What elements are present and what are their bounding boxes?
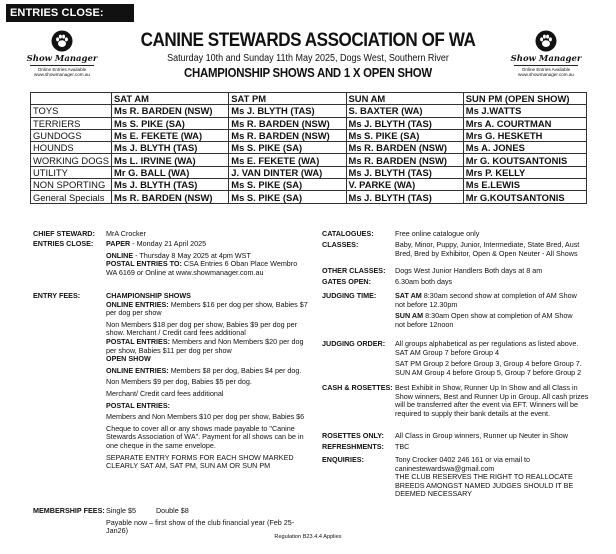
show-manager-logo-right — [510, 30, 582, 77]
table-row — [31, 142, 587, 154]
open-merchant-note: Merchant/ Credit card fees additional — [106, 388, 224, 398]
judge-cell: Mr G. BALL (WA) — [112, 166, 229, 178]
sun-judging: 8:30am Open show at completion of AM Show not before 12noon — [395, 311, 573, 329]
catalogues-label: CATALOGUES: — [322, 229, 374, 238]
table-header-row — [31, 93, 587, 105]
judging-order-line: SUN AM Group 4 before Group 5, Group 7 before Group 2 — [395, 367, 582, 377]
open-online-label: ONLINE ENTRIES: — [106, 365, 169, 375]
refreshments-value: TBC — [395, 442, 410, 451]
column-header: SAT PM — [229, 93, 346, 105]
judge-cell: Ms E. FEKETE (WA) — [112, 129, 229, 141]
online-date: - Thursday 8 May 2025 at 4pm WST — [133, 250, 251, 260]
enquiries-contact: Tony Crocker 0402 246 161 or via email to — [395, 455, 531, 464]
entries-close-value — [106, 240, 310, 277]
table-row — [31, 166, 587, 178]
logo-divider — [514, 65, 578, 66]
logo-line2: www.showmanager.com.au — [34, 72, 90, 78]
entries-close-label: ENTRIES CLOSE: — [33, 239, 94, 248]
judge-cell: Ms J. BLYTH (TAS) — [346, 166, 463, 178]
judge-cell: Mrs A. COURTMAN — [463, 117, 586, 129]
cheque-note: Cheque to cover all or any shows made payable to "Canine Stewards Association of WA". Payment for all shows can be in one cheque in the same envelope. — [106, 423, 304, 450]
entries-close-banner: ENTRIES CLOSE: 8.05.25 — [6, 4, 134, 22]
regulation-footer: Regulation B23.4.4 Applies — [274, 534, 342, 540]
chief-steward-value: MrA Crocker — [106, 229, 146, 238]
classes-value: Baby, Minor, Puppy, Junior, Intermediate, State Bred, Aust Bred, Bred by Exhibitor, Open & Open Neuter - All Shows — [395, 240, 580, 258]
reallocation-note: THE CLUB RESERVES THE RIGHT TO REALLOCATE BREEDS AMONGST NAMED JUDGES SHOULD IT BE DEEMED NECESSARY — [395, 472, 574, 499]
judge-cell: Mr G.KOUTSANTONIS — [463, 191, 586, 203]
judge-cell: Ms S. PIKE (SA) — [229, 142, 346, 154]
judge-cell: Ms E. FEKETE (WA) — [229, 154, 346, 166]
judge-cell: Ms J. BLYTH (TAS) — [229, 105, 346, 117]
judge-cell: Ms R. BARDEN (NSW) — [112, 105, 229, 117]
logo-line1: Online Entries Available — [521, 67, 571, 72]
judge-cell: Mrs G. HESKETH — [463, 129, 586, 141]
paw-icon — [51, 30, 73, 52]
judge-cell: V. PARKE (WA) — [346, 179, 463, 191]
logo-name: Show Manager — [26, 54, 98, 64]
paper-date: - Monday 21 April 2025 — [130, 239, 207, 248]
other-classes-value: Dogs West Junior Handlers Both days at 8 am — [395, 266, 543, 275]
refreshments-label: REFRESHMENTS: — [322, 442, 384, 451]
judging-order-label: JUDGING ORDER: — [322, 339, 386, 348]
logo-name: Show Manager — [510, 54, 582, 64]
open-nonmember-fees: Non Members $9 per dog, Babies $5 per dog. — [106, 377, 252, 387]
championship-heading: CHAMPIONSHIP SHOWS — [106, 291, 191, 300]
judging-order-value — [395, 340, 593, 377]
enquiries-email: caninestewardswa@gmail.com — [395, 463, 495, 473]
judge-cell: Ms S. PIKE (SA) — [346, 129, 463, 141]
judging-order-line: SAT AM Group 7 before Group 4 — [395, 347, 500, 357]
judge-cell: Mrs P. KELLY — [463, 166, 586, 178]
column-header: SUN AM — [346, 93, 463, 105]
judging-order-line: All groups alphabetical as per regulations as listed above. — [395, 339, 579, 348]
cash-rosettes-label: CASH & ROSETTES: — [322, 383, 393, 392]
judge-cell: Ms S. PIKE (SA) — [229, 179, 346, 191]
postal-entries-label: POSTAL ENTRIES: — [106, 336, 171, 346]
postal-label: POSTAL ENTRIES TO: — [106, 259, 182, 269]
judges-table — [30, 92, 587, 204]
judge-cell: Ms R. BARDEN (NSW) — [229, 129, 346, 141]
sat-judging: 8:30am second show at completion of AM Show not before 12.30pm — [395, 291, 577, 309]
enquiries-label: ENQUIRIES: — [322, 455, 364, 464]
gates-open-value: 6.30am both days — [395, 277, 453, 286]
table-row — [31, 154, 587, 166]
table-row — [31, 105, 587, 117]
group-name-cell: HOUNDS — [31, 142, 112, 154]
judging-order-line: SAT PM Group 2 before Group 3, Group 4 before Group 7. — [395, 359, 582, 369]
sun-am-label: SUN AM — [395, 311, 424, 321]
entry-fees-label: ENTRY FEES: — [33, 291, 81, 300]
judge-cell: J. VAN DINTER (WA) — [229, 166, 346, 178]
postal-address: CSA Entries 6 Oban Place Wembro WA 6169 or Online at www.showmanager.com.au — [106, 259, 298, 277]
separate-forms-note: SEPARATE ENTRY FORMS FOR EACH SHOW MARKED CLEARLY SAT AM, SAT PM, SUN AM OR SUN PM — [106, 452, 294, 471]
judge-cell: Ms R. BARDEN (NSW) — [346, 154, 463, 166]
show-manager-logo-left — [26, 30, 98, 77]
gates-open-label: GATES OPEN: — [322, 277, 371, 286]
judge-cell: Ms R. BARDEN (NSW) — [346, 142, 463, 154]
judging-time-value — [395, 292, 583, 329]
payable-note: Payable now – first show of the club financial year (Feb 25-Jan26) — [106, 517, 295, 536]
table-row — [31, 191, 587, 203]
postal-fees: Members and Non Members $20 per dog per show, Babies $11 per dog per show — [106, 336, 304, 355]
judge-cell: Ms E.LEWIS — [463, 179, 586, 191]
open-postal-label: POSTAL ENTRIES: — [106, 400, 171, 410]
chief-steward-label: CHIEF STEWARD: — [33, 229, 95, 238]
judge-cell: Ms J.WATTS — [463, 105, 586, 117]
judge-cell: Ms J. BLYTH (TAS) — [346, 117, 463, 129]
group-name-cell: NON SPORTING — [31, 179, 112, 191]
cash-rosettes-value: Best Exhibit in Show, Runner Up In Show and all Class in Show winners, Best and Runner Up in Group. All cash prizes will be transferred after the event via EFT. Winners will be required to supply their bank details at the event. — [395, 383, 589, 418]
judge-cell: Ms L. IRVINE (WA) — [112, 154, 229, 166]
group-name-cell: TERRIERS — [31, 117, 112, 129]
classes-label: CLASSES: — [322, 240, 359, 249]
open-postal-fees: Members and Non Members $10 per dog per show, Babies $6 — [106, 412, 305, 422]
group-name-cell: UTILITY — [31, 166, 112, 178]
logo-line2: www.showmanager.com.au — [518, 72, 574, 78]
table-row — [31, 117, 587, 129]
judging-time-label: JUDGING TIME: — [322, 291, 377, 300]
judge-cell: Ms A. JONES — [463, 142, 586, 154]
judge-cell: Ms S. PIKE (SA) — [229, 191, 346, 203]
group-name-cell: General Specials — [31, 191, 112, 203]
online-fees: Members $16 per dog per show, Babies $7 per dog per show — [106, 299, 308, 318]
rosettes-only-value: All Class in Group winners, Runner up Neuter in Show — [395, 431, 568, 440]
online-label: ONLINE — [106, 250, 134, 260]
judge-cell: Ms J. BLYTH (TAS) — [112, 142, 229, 154]
single-fee: Single $5 — [106, 506, 136, 515]
table-row — [31, 129, 587, 141]
catalogues-value: Free online catalogue only — [395, 229, 480, 238]
entry-fees-value — [106, 292, 310, 471]
open-show-heading: OPEN SHOW — [106, 354, 151, 364]
open-online-fees: Members $8 per dog, Babies $4 per dog. — [168, 365, 302, 375]
other-classes-label: OTHER CLASSES: — [322, 266, 386, 275]
membership-label: MEMBERSHIP FEES: — [33, 506, 105, 515]
paper-label: PAPER — [106, 239, 131, 248]
sat-am-label: SAT AM — [395, 291, 422, 300]
double-fee: Double $8 — [155, 506, 189, 515]
group-name-cell: WORKING DOGS — [31, 154, 112, 166]
membership-value — [106, 507, 316, 536]
judge-cell: Ms R. BARDEN (NSW) — [229, 117, 346, 129]
judge-cell: S. BAXTER (WA) — [346, 105, 463, 117]
paw-icon — [535, 30, 557, 52]
group-name-cell: GUNDOGS — [31, 129, 112, 141]
judge-cell: Ms J. BLYTH (TAS) — [346, 191, 463, 203]
judge-cell: Ms R. BARDEN (NSW) — [112, 191, 229, 203]
online-entries-label: ONLINE ENTRIES: — [106, 299, 169, 309]
event-dates: Saturday 10th and Sunday 11th May 2025, Dogs West, Southern River — [167, 53, 449, 64]
column-header: SAT AM — [112, 93, 229, 105]
judge-cell: Ms J. BLYTH (TAS) — [112, 179, 229, 191]
rosettes-only-label: ROSETTES ONLY: — [322, 431, 384, 440]
group-name-cell: TOYS — [31, 105, 112, 117]
judge-cell: Ms S. PIKE (SA) — [112, 117, 229, 129]
table-corner — [31, 93, 112, 105]
table-row — [31, 179, 587, 191]
logo-divider — [30, 65, 94, 66]
nonmember-fees: Non Members $18 per dog per show, Babies $9 per dog per show. Merchant / Credit card fees additional — [106, 319, 297, 338]
show-type: CHAMPIONSHIP SHOWS AND 1 X OPEN SHOW — [184, 65, 432, 80]
page-title: CANINE STEWARDS ASSOCIATION OF WA — [140, 30, 476, 51]
logo-line1: Online Entries Available — [37, 67, 87, 72]
enquiries-value — [395, 456, 585, 499]
column-header: SUN PM (OPEN SHOW) — [463, 93, 586, 105]
judge-cell: Mr G. KOUTSANTONIS — [463, 154, 586, 166]
